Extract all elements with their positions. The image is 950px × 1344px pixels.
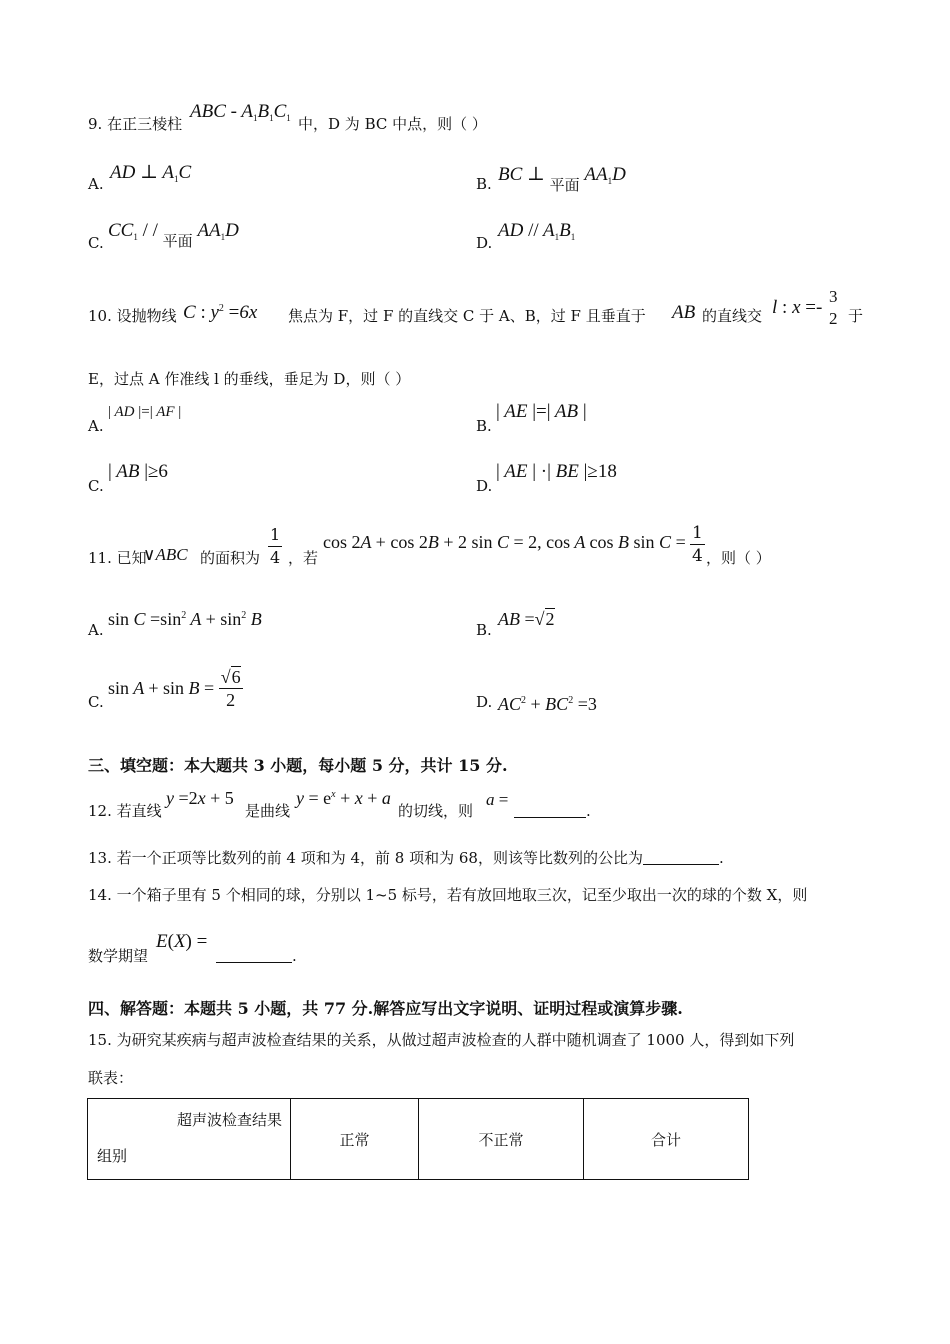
q12-answer-line — [514, 802, 591, 820]
contingency-table — [87, 1098, 749, 1180]
table-header-abnormal: 不正常 — [419, 1099, 584, 1180]
table-header-total: 合计 — [584, 1099, 749, 1180]
q11-option-d: $AC^2 + BC^2 =3$ — [498, 694, 597, 714]
q14-end: . — [292, 947, 297, 965]
q11-option-d-label: D. — [476, 693, 493, 711]
q10-option-d-label: D. — [476, 477, 493, 495]
table-corner-top: 超声波检查结果 — [176, 1111, 282, 1129]
q10-directrix-expr: l : x =- 3 2 — [772, 287, 838, 328]
q9-stem — [88, 115, 182, 133]
section4-heading: 四、解答题：本题共 5 小题，共 77 分.解答应写出文字说明、证明过程或演算步骤. — [88, 999, 683, 1018]
q13-answer-blank[interactable] — [643, 850, 719, 865]
q9-option-a-label: A. — [88, 175, 104, 193]
q10-option-c-label: C. — [88, 477, 104, 495]
q14-line1: 14. 一个箱子里有 5 个相同的球，分别以 1~5 标号，若有放回地取三次，记至少取出一次的球的个数 X，则 — [88, 886, 808, 904]
q11-option-b-label: B. — [476, 621, 492, 639]
q9-option-c-label: C. — [88, 234, 104, 252]
q10-option-a: | AD |=| AF | — [108, 404, 182, 420]
q13-text: 13. 若一个正项等比数列的前 4 项和为 4，前 8 项和为 68，则该等比数列的公比为 — [88, 849, 643, 867]
q10-stem-end: 于 — [848, 307, 864, 325]
q13-line — [88, 849, 724, 867]
q11-option-c: sin A + sin B = $\frac{√6}{2}$ — [108, 667, 241, 710]
q12-mid: 是曲线 — [245, 802, 291, 820]
q10-stem-mid2: 的直线交 — [702, 307, 763, 325]
q14-expectation-expr: E(X) = — [156, 931, 208, 952]
q9-option-d: AD // $A_1B_1$ — [498, 220, 576, 242]
q10-option-b: | AE |=| AB | — [496, 401, 587, 422]
table-header-row — [88, 1099, 749, 1180]
q9-option-d-label: D. — [476, 234, 493, 252]
q9-option-b: BC ⊥ $_{平面}$ $AA_1D$ — [498, 164, 626, 194]
q10-parabola-expr: C : $y^2 =6x$ — [183, 302, 258, 323]
q14-line2-prefix: 数学期望 — [88, 947, 149, 965]
q11-stem-mid2: ，若 — [288, 549, 319, 567]
q12-prefix: 12. 若直线 — [88, 802, 162, 820]
q12-end: . — [586, 802, 591, 820]
q10-line2: E，过点 A 作准线 l 的垂线，垂足为 D，则（ ） — [88, 370, 411, 388]
q10-stem-mid: 焦点为 F，过 F 的直线交 C 于 A、B，过 F 且垂直于 — [288, 307, 646, 325]
q11-condition-expr: cos 2A + cos 2B + 2 sin C = 2, cos A cos B sin C = — [323, 532, 686, 552]
q9-stem-suffix: 中，D 为 BC 中点，则（ ） — [298, 115, 487, 133]
q10-option-c: | AB |≥6 — [108, 461, 168, 482]
q11-condition-fraction: $\frac{1}{4}$ — [692, 523, 703, 566]
q12-line-expr: y =2x + 5 — [166, 788, 234, 808]
q15-line2: 联表： — [88, 1069, 134, 1087]
q14-answer-line — [216, 947, 297, 965]
q12-answer-expr: a = — [486, 790, 509, 809]
q11-triangle-expr: ∨ABC — [143, 545, 188, 564]
q11-stem-end: ，则（ ） — [706, 549, 771, 567]
q11-option-a: $\sin C =\sin^2$ $A + \sin^2 B$ — [108, 609, 262, 629]
q12-mid2: 的切线，则 — [398, 802, 474, 820]
q9-prism-expr: ABC - $A_1B_1C_1$ — [190, 101, 291, 123]
q13-end: . — [718, 849, 724, 867]
q9-option-b-label: B. — [476, 175, 492, 193]
q9-option-c: $CC_1$ / / $_{平面}$ $AA_1D$ — [108, 220, 239, 250]
q11-stem-prefix: 11. 已知 — [88, 549, 147, 567]
q11-area-fraction: $\frac{1}{4}$ — [270, 525, 281, 567]
q12-curve-expr: $y = e^x + x + a$ — [296, 788, 391, 808]
table-header-normal: 正常 — [291, 1099, 419, 1180]
q12-answer-blank[interactable] — [514, 803, 586, 818]
q11-option-a-label: A. — [88, 621, 104, 639]
table-corner-cell — [88, 1099, 291, 1180]
q10-option-a-label: A. — [88, 417, 104, 435]
q14-answer-blank[interactable] — [216, 948, 292, 963]
section3-heading: 三、填空题：本大题共 3 小题，每小题 5 分，共计 15 分. — [88, 756, 508, 775]
table-corner-bottom: 组别 — [97, 1147, 128, 1165]
q10-ab-expr: AB — [672, 302, 696, 323]
q11-option-b: AB =√2 — [498, 609, 555, 629]
q9-option-a: AD ⊥ $A_1C$ — [110, 162, 192, 184]
q10-stem-prefix: 10. 设抛物线 — [88, 307, 177, 325]
q10-option-b-label: B. — [476, 417, 492, 435]
q10-option-d: | AE | ·| BE |≥18 — [496, 461, 617, 482]
q15-line1: 15. 为研究某疾病与超声波检查结果的关系，从做过超声波检查的人群中随机调查了 1000 人，得到如下列 — [88, 1031, 795, 1049]
q11-option-c-label: C. — [88, 693, 104, 711]
q11-stem-mid: 的面积为 — [200, 549, 261, 567]
q9-stem-prefix: 9. 在正三棱柱 — [88, 115, 183, 133]
